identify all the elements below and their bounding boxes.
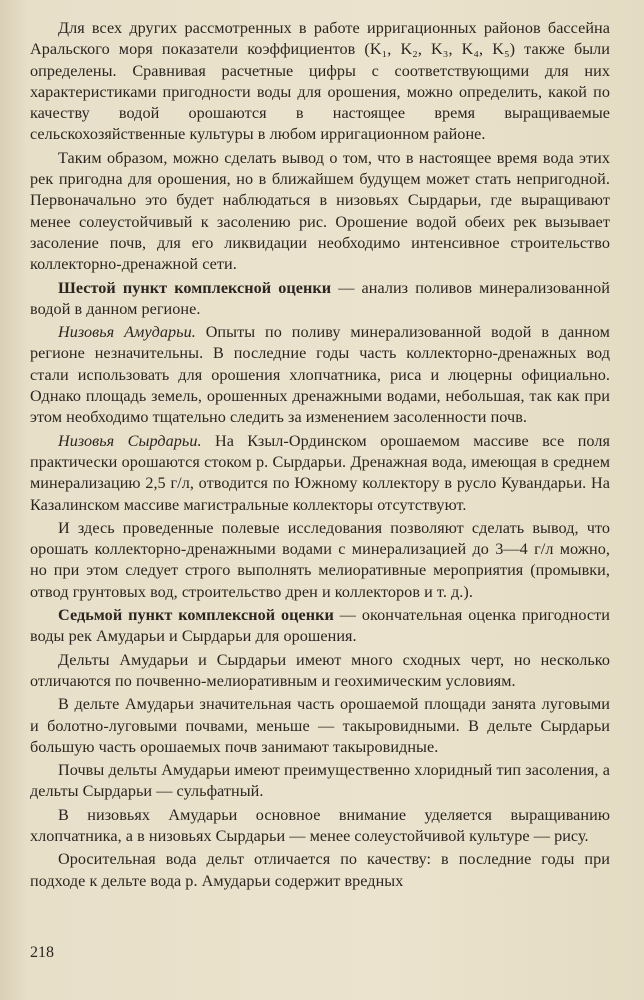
paragraph	[30, 18, 610, 146]
paragraph-text: И здесь проведенные полевые исследования позволяют сделать вывод, что орошать коллекторно-дренажными водами с минерализацией до 3—4 г/л можно, но при этом следует строго выполнять мелиоративные мероприятия (промывки, отвод грунтовых вод, строительство дрен и коллекторов и т. д.).	[30, 518, 610, 601]
paragraph	[30, 148, 610, 276]
paragraph	[30, 605, 610, 648]
paragraph	[30, 431, 610, 516]
paragraph-text: Дельты Амударьи и Сырдарьи имеют много сходных черт, но несколько отличаются по почвенно-мелиоративным и геохимическим условиям.	[30, 650, 610, 690]
paragraph-text: Таким образом, можно сделать вывод о том, что в настоящее время вода этих рек пригодна для орошения, но в ближайшем будущем может стать непригодной. Первоначально это будет наблюдаться в низовьях Сырдарьи, где выращивают менее солеустойчивый к засолению рис. Орошение водой обеих рек вызывает засоление почв, для его ликвидации необходимо интенсивное строительство коллекторно-дренажной сети.	[30, 148, 610, 274]
body-text	[30, 18, 610, 894]
paragraph	[30, 805, 610, 848]
paragraph	[30, 278, 610, 321]
paragraph-text: В дельте Амударьи значительная часть орошаемой площади занята луговыми и болотно-луговыми почвами, меньше — такыровидными. В дельте Сырдарьи большую часть орошаемых почв занимают такыровидные.	[30, 695, 610, 756]
section-lead: Седьмой пункт комплексной оценки	[58, 606, 334, 625]
paragraph-text: Для всех других рассмотренных в работе ирригационных районов бассейна Аральского моря показатели коэффициентов (K₁, K₂, K₃, K₄, K₅) также были определены. Сравнивая расчетные цифры с соответствующими для них характеристиками пригодности воды для орошения, можно определить, какой по качеству водой орошаются в настоящее время выращиваемые сельскохозяйственные культуры в любом ирригационном районе.	[30, 19, 610, 144]
paragraph-text: На Кзыл-Ординском орошаемом массиве все поля практически орошаются стоком р. Сырдарьи. Дренажная вода, имеющая в среднем минерализацию 2,5 г/л, отводится по Южному коллектору в русло Кувандарьи. На Казалинском массиве магистральные коллекторы отсутствуют.	[30, 431, 610, 514]
paragraph	[30, 650, 610, 693]
region-lead: Низовья Сырдарьи.	[58, 431, 202, 450]
paragraph-text: Оросительная вода дельт отличается по качеству: в последние годы при подходе к дельте вода р. Амударьи содержит вредных	[30, 850, 610, 890]
section-lead: Шестой пункт комплексной оценки	[58, 278, 332, 297]
page-number: 218	[30, 944, 54, 961]
paragraph-text: Почвы дельты Амударьи имеют преимущественно хлоридный тип засоления, а дельты Сырдарьи — сульфатный.	[30, 761, 610, 801]
paragraph-text: — окончательная оценка пригодности воды рек Амударьи и Сырдарьи для орошения.	[30, 606, 610, 646]
paragraph-text: В низовьях Амударьи основное внимание уделяется выращиванию хлопчатника, а в низовьях Сырдарьи — менее солеустойчивой культуре — рису.	[30, 805, 610, 845]
paragraph	[30, 518, 610, 603]
paragraph-text: — анализ поливов минерализованной водой в данном регионе.	[30, 278, 610, 318]
paragraph	[30, 322, 610, 428]
paragraph	[30, 760, 610, 803]
paragraph	[30, 694, 610, 758]
paragraph-text: Опыты по поливу минерализованной водой в данном регионе незначительны. В последние годы часть коллекторно-дренажных вод стали использовать для орошения хлопчатника, риса и люцерны официально. Однако площадь земель, орошенных дренажными водами, небольшая, так как при этом необходимо тщательно следить за изменением засоленности почв.	[30, 323, 610, 427]
paragraph	[30, 849, 610, 892]
region-lead: Низовья Амударьи.	[58, 323, 196, 342]
